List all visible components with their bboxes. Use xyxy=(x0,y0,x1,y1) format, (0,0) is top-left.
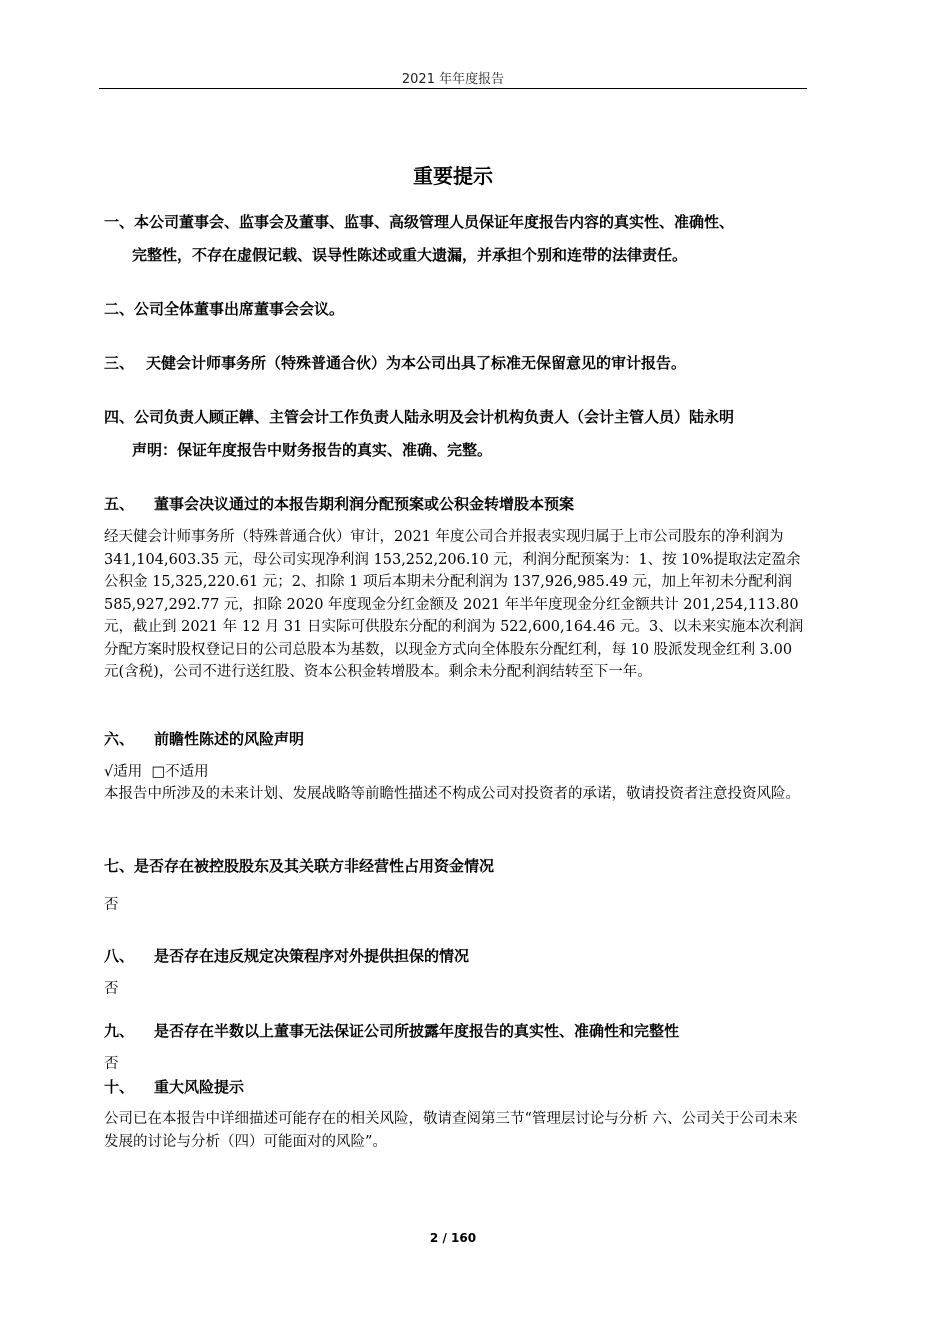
section-6-heading xyxy=(104,722,304,756)
section-3-index: 三、 xyxy=(104,354,135,372)
section-4-line2: 声明：保证年度报告中财务报告的真实、准确、完整。 xyxy=(132,441,493,459)
section-3-text: 天健会计师事务所（特殊普通合伙）为本公司出具了标准无保留意见的审计报告。 xyxy=(146,354,687,372)
section-2-text: 公司全体董事出席董事会会议。 xyxy=(134,300,345,318)
section-10-index: 十、 xyxy=(104,1078,135,1096)
section-4-line1 xyxy=(104,400,734,434)
section-6-text: 前瞻性陈述的风险声明 xyxy=(154,730,305,748)
section-5-index: 五、 xyxy=(104,495,135,513)
section-1-text: 本公司董事会、监事会及董事、监事、高级管理人员保证年度报告内容的真实性、准确性、 xyxy=(134,213,735,231)
section-1-index: 一、 xyxy=(104,213,135,231)
section-4-index: 四、 xyxy=(104,408,135,426)
section-7-text: 是否存在被控股股东及其关联方非经营性占用资金情况 xyxy=(134,857,495,875)
section-8-answer: 否 xyxy=(104,981,119,997)
section-1-line2: 完整性，不存在虚假记载、误导性陈述或重大遗漏，并承担个别和连带的法律责任。 xyxy=(132,246,688,264)
section-8-heading xyxy=(104,939,469,973)
section-9-text: 是否存在半数以上董事无法保证公司所披露年度报告的真实性、准确性和完整性 xyxy=(154,1022,680,1040)
section-10-body: 公司已在本报告中详细描述可能存在的相关风险，敬请查阅第三节“管理层讨论与分析 六、公司关于公司未来发展的讨论与分析（四）可能面对的风险”。 xyxy=(104,1111,798,1150)
section-7-index: 七、 xyxy=(104,857,135,875)
section-10-heading xyxy=(104,1070,244,1104)
section-7-answer: 否 xyxy=(104,897,119,913)
section-9-index: 九、 xyxy=(104,1022,135,1040)
section-9-answer: 否 xyxy=(104,1056,119,1072)
header-rule xyxy=(99,88,807,89)
section-9-heading xyxy=(104,1014,679,1048)
section-6-body: 本报告中所涉及的未来计划、发展战略等前瞻性描述不构成公司对投资者的承诺，敬请投资者注意投资风险。 xyxy=(104,786,800,802)
section-5-heading xyxy=(104,487,574,521)
section-2-heading xyxy=(104,292,344,326)
section-8-index: 八、 xyxy=(104,947,135,965)
running-header: 2021 年年度报告 xyxy=(401,72,505,87)
section-5-body: 经天健会计师事务所（特殊普通合伙）审计，2021 年度公司合并报表实现归属于上市公司股东的净利润为 341,104,603.35 元，母公司实现净利润 153,252,206.10 元，利润分配预案为：1、按 10%提取法定盈余公积金 15,325,220.61 元；2、扣除 1 项后本期未分配利润为 137,926,985.49 元，加上年初未分配利润 585,927,292.77 元，扣除 2020 年度现金分红金额及 2021 年半年度现金分红金额共计 201,254,113.80 元，截止到 2021 年 12 月 31 日实际可供股东分配的利润为 522,600,164.46 元。3、以未来实施本次利润分配方案时股权登记日的公司总股本为基数，以现金方式向全体股东分配红利，每 10 股派发现金红利 3.00 元(含税)，公司不进行送红股、资本公积金转增股本。剩余未分配利润结转至下一年。 xyxy=(104,529,804,680)
page-title: 重要提示 xyxy=(413,164,493,188)
section-8-text: 是否存在违反规定决策程序对外提供担保的情况 xyxy=(154,947,470,965)
section-3-heading xyxy=(104,346,686,380)
section-7-heading xyxy=(104,849,494,883)
section-10-text: 重大风险提示 xyxy=(154,1078,245,1096)
section-4-text: 公司负责人顾正韡、主管会计工作负责人陆永明及会计机构负责人（会计主管人员）陆永明 xyxy=(134,408,735,426)
section-6-applicable: √适用 □不适用 xyxy=(104,764,209,780)
section-1-line1 xyxy=(104,205,734,239)
section-5-text: 董事会决议通过的本报告期利润分配预案或公积金转增股本预案 xyxy=(154,495,575,513)
section-2-index: 二、 xyxy=(104,300,135,318)
section-6-index: 六、 xyxy=(104,730,135,748)
page-number: 2 / 160 xyxy=(429,1231,477,1245)
